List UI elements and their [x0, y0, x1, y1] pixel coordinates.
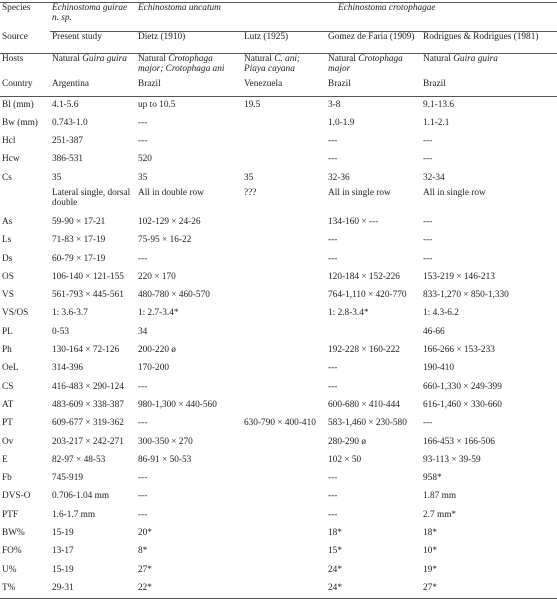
data-cell: 300-350 × 270 — [138, 436, 193, 447]
data-cell — [242, 379, 326, 397]
data-cell: 35 — [138, 172, 148, 183]
source-cell: Rodrigues & Rodrigues (1981) — [421, 32, 557, 54]
data-cell: All in double row — [138, 187, 204, 198]
data-cell: 833-1,270 × 850-1,330 — [423, 290, 509, 301]
data-row — [0, 434, 557, 452]
data-cell: 19* — [423, 564, 437, 575]
data-cell: 630-790 × 400-410 — [244, 418, 316, 429]
data-cell: 0-53 — [52, 326, 70, 337]
country-cell: Brazil — [326, 79, 421, 97]
country-cell: Argentina — [50, 79, 136, 97]
data-row — [0, 214, 557, 232]
source-cell: Dietz (1910) — [136, 32, 242, 54]
data-cell — [242, 488, 326, 506]
data-cell: --- — [138, 381, 148, 392]
row-label: Ov — [2, 436, 14, 447]
row-label: CS — [2, 381, 14, 392]
row-label: BW% — [2, 528, 25, 539]
row-label: PTF — [2, 509, 19, 520]
data-cell: --- — [328, 253, 338, 264]
data-cell — [242, 580, 326, 598]
data-cell — [242, 452, 326, 470]
data-row — [0, 188, 557, 214]
data-cell: 314-396 — [52, 363, 83, 374]
data-row — [0, 488, 557, 506]
data-cell — [242, 562, 326, 580]
source-cell: Present study — [50, 32, 136, 54]
species-label: Species — [0, 3, 50, 32]
data-cell: All in single row — [423, 187, 486, 198]
data-cell: --- — [138, 418, 148, 429]
data-row — [0, 232, 557, 250]
data-row — [0, 360, 557, 378]
data-cell: 32-36 — [328, 172, 350, 183]
comparison-table — [0, 2, 557, 599]
data-cell: 0.743-1.0 — [52, 117, 88, 128]
country-label: Country — [0, 79, 50, 97]
species-crotophagae: Echinostoma crotophagae — [326, 3, 557, 32]
row-label: PT — [2, 418, 13, 429]
data-cell: 22* — [136, 580, 242, 598]
data-cell: 13-17 — [52, 546, 74, 557]
data-cell — [242, 269, 326, 287]
data-cell: 0.706-1.04 mm — [52, 491, 110, 502]
data-cell: 203-217 × 242-271 — [52, 436, 124, 447]
data-cell: 27* — [421, 580, 557, 598]
data-cell: 2.7 mm* — [423, 509, 457, 520]
data-row — [0, 470, 557, 488]
data-cell: 483-609 × 338-387 — [52, 399, 124, 410]
data-row — [0, 251, 557, 269]
data-cell: 386-531 — [52, 154, 83, 165]
data-cell: 59-90 × 17-21 — [52, 216, 106, 227]
data-cell: 609-677 × 319-362 — [52, 418, 124, 429]
data-cell: 8* — [138, 546, 148, 557]
host-species: C. ani; Piaya cayana — [244, 54, 301, 75]
data-row — [0, 543, 557, 561]
data-cell — [242, 525, 326, 543]
source-cell: Gomez de Faria (1909) — [326, 32, 421, 54]
data-row — [0, 287, 557, 305]
data-cell — [242, 397, 326, 415]
data-cell: 4.1-5.6 — [52, 100, 79, 110]
row-label: T% — [0, 580, 50, 598]
data-cell: 980-1,300 × 440-560 — [138, 399, 217, 410]
data-cell: 120-184 × 152-226 — [328, 271, 400, 282]
row-label: Cs — [2, 172, 12, 183]
row-label: VS/OS — [2, 308, 29, 319]
data-cell: 93-113 × 39-59 — [423, 454, 481, 465]
data-cell: --- — [328, 491, 338, 502]
data-cell: 190-410 — [423, 363, 455, 374]
data-cell — [242, 305, 326, 323]
data-cell: 29-31 — [50, 580, 136, 598]
data-cell: 220 × 170 — [138, 271, 176, 282]
data-row — [0, 269, 557, 287]
data-row — [0, 170, 557, 188]
data-cell — [242, 543, 326, 561]
data-cell — [242, 115, 326, 133]
data-cell: --- — [328, 381, 338, 392]
data-cell: 1.0-1.9 — [328, 117, 355, 128]
data-cell: 561-793 × 445-561 — [52, 290, 124, 301]
data-row — [0, 525, 557, 543]
data-cell: 1: 4.3-6.2 — [423, 308, 459, 319]
species-header-row — [0, 3, 557, 32]
data-cell: 19.5 — [244, 100, 261, 110]
data-cell: 18* — [423, 528, 437, 539]
data-cell: 764-1,110 × 420-770 — [328, 290, 407, 301]
species-uncatum: Echinostoma uncatum — [136, 3, 326, 32]
data-row — [0, 151, 557, 169]
host-cell — [136, 54, 242, 80]
host-prefix: Natural — [328, 54, 359, 64]
data-cell: 1.1-2.1 — [423, 117, 450, 128]
source-cell: Lutz (1925) — [242, 32, 326, 54]
data-row — [0, 452, 557, 470]
data-cell: 86-91 × 50-53 — [138, 454, 192, 465]
data-cell: 15* — [328, 546, 342, 557]
row-label: OeL — [2, 363, 19, 374]
data-cell — [242, 342, 326, 360]
data-cell: --- — [328, 473, 338, 484]
data-cell: All in single row — [328, 187, 391, 198]
species-guirae: Echinostoma guirae n. sp. — [50, 3, 136, 32]
data-cell: 3-8 — [328, 100, 341, 110]
data-cell — [242, 232, 326, 250]
source-row — [0, 32, 557, 54]
data-cell: 10* — [423, 546, 437, 557]
row-label: DVS-O — [2, 491, 31, 502]
data-cell: 745-919 — [52, 473, 83, 484]
data-cell: 170-200 — [138, 363, 169, 374]
data-cell: 1: 2.8-3.4* — [328, 308, 369, 319]
row-label: Ds — [2, 253, 13, 264]
data-cell: 660-1,330 × 249-399 — [423, 381, 502, 392]
data-cell: Lateral single, dorsal double — [52, 187, 131, 209]
data-cell — [242, 507, 326, 525]
data-cell — [242, 360, 326, 378]
row-label: OS — [2, 271, 14, 282]
data-row — [0, 415, 557, 433]
row-label: FO% — [2, 546, 22, 557]
data-row — [0, 305, 557, 323]
data-cell: 130-164 × 72-126 — [52, 345, 120, 356]
row-label: Hcw — [2, 154, 20, 165]
data-cell — [242, 151, 326, 169]
data-row — [0, 115, 557, 133]
data-cell: 102 × 50 — [328, 454, 362, 465]
data-cell: 958* — [423, 473, 442, 484]
data-cell: up to 10.5 — [138, 100, 176, 110]
data-cell: 166-453 × 166-506 — [423, 436, 495, 447]
data-cell: 102-129 × 24-26 — [138, 216, 201, 227]
host-cell — [326, 54, 421, 80]
data-cell — [242, 287, 326, 305]
host-species: Crotophaga major — [328, 54, 403, 75]
data-cell: --- — [138, 509, 148, 520]
row-label: AT — [2, 399, 14, 410]
data-cell: 15-19 — [52, 564, 74, 575]
host-cell — [50, 54, 136, 80]
data-row — [0, 397, 557, 415]
data-cell: 46-66 — [423, 326, 445, 337]
country-cell: Brazil — [136, 79, 242, 97]
data-cell — [242, 133, 326, 151]
data-cell: 60-79 × 17-19 — [52, 253, 106, 264]
data-cell: 18* — [328, 528, 342, 539]
data-cell: --- — [423, 136, 433, 147]
hosts-label: Hosts — [2, 54, 24, 64]
data-cell: 27* — [138, 564, 152, 575]
data-cell: 520 — [138, 154, 152, 165]
data-cell: 32-34 — [423, 172, 445, 183]
data-cell: --- — [138, 253, 148, 264]
data-cell: 1.6-1.7 mm — [52, 509, 96, 520]
data-cell: 480-780 × 460-570 — [138, 290, 210, 301]
data-cell — [242, 324, 326, 342]
data-cell: --- — [328, 235, 338, 246]
data-cell: 416-483 × 290-124 — [52, 381, 124, 392]
row-label — [0, 188, 50, 214]
row-label: E — [2, 454, 8, 465]
data-cell: 192-228 × 160-222 — [328, 345, 400, 356]
data-row — [0, 324, 557, 342]
host-prefix: Natural — [52, 54, 83, 64]
data-cell: --- — [328, 363, 338, 374]
host-prefix: Natural — [423, 54, 454, 64]
host-species: Guira guira — [82, 54, 127, 64]
host-cell — [421, 54, 557, 80]
data-cell: 34 — [138, 326, 148, 337]
row-label: U% — [2, 564, 17, 575]
data-cell: 24* — [328, 564, 342, 575]
data-cell: --- — [138, 473, 148, 484]
data-cell: --- — [138, 491, 148, 502]
data-cell: 583-1,460 × 230-580 — [328, 418, 407, 429]
data-row — [0, 580, 557, 598]
data-row — [0, 507, 557, 525]
data-cell: --- — [328, 136, 338, 147]
data-cell: --- — [423, 154, 433, 165]
data-row — [0, 97, 557, 115]
data-cell: 280-290 ø — [328, 436, 366, 447]
data-cell: 153-219 × 146-213 — [423, 271, 495, 282]
data-cell: 75-95 × 16-22 — [138, 235, 192, 246]
data-cell: --- — [423, 418, 433, 429]
data-cell: 200-220 ø — [138, 345, 176, 356]
data-cell: --- — [423, 216, 433, 227]
data-cell — [242, 434, 326, 452]
data-cell: 134-160 × --- — [328, 216, 379, 227]
row-label: VS — [2, 290, 14, 301]
data-cell: 1: 3.6-3.7 — [52, 308, 88, 319]
data-row — [0, 379, 557, 397]
data-cell: 1.87 mm — [423, 491, 457, 502]
data-cell: --- — [423, 253, 433, 264]
data-cell: 616-1,460 × 330-660 — [423, 399, 502, 410]
data-cell: --- — [328, 154, 338, 165]
data-cell: 1: 2.7-3.4* — [138, 308, 179, 319]
data-cell: 9.1-13.6 — [423, 100, 455, 110]
host-species: Guira guira — [453, 54, 498, 64]
data-cell — [242, 214, 326, 232]
row-label: PL — [2, 326, 13, 337]
host-species: Crotophaga major; Crotophaga ani — [138, 54, 225, 75]
host-prefix: Natural — [138, 54, 169, 64]
row-label: As — [2, 216, 13, 227]
row-label: Fb — [2, 473, 12, 484]
data-cell: --- — [138, 117, 148, 128]
row-label: Bw (mm) — [2, 117, 38, 128]
country-cell: Venezuela — [242, 79, 326, 97]
data-cell: --- — [138, 136, 148, 147]
data-cell: 15-19 — [52, 528, 74, 539]
country-row — [0, 79, 557, 97]
data-cell: 35 — [52, 172, 62, 183]
row-label: Hcl — [2, 136, 16, 147]
country-cell: Brazil — [421, 79, 557, 97]
host-prefix: Natural — [244, 54, 275, 64]
data-cell: 71-83 × 17-19 — [52, 235, 106, 246]
row-label: Bl (mm) — [2, 100, 34, 110]
data-cell: ??? — [244, 187, 257, 198]
data-cell: 35 — [244, 172, 254, 183]
source-label: Source — [0, 32, 50, 54]
data-row — [0, 133, 557, 151]
data-row — [0, 342, 557, 360]
data-cell: --- — [328, 509, 338, 520]
data-cell: 82-97 × 48-53 — [52, 454, 106, 465]
data-cell — [242, 251, 326, 269]
row-label: Ph — [2, 345, 12, 356]
row-label: Ls — [2, 235, 12, 246]
hosts-row — [0, 54, 557, 80]
data-cell: 24* — [326, 580, 421, 598]
data-cell: 251-387 — [52, 136, 83, 147]
data-cell — [326, 324, 421, 342]
host-cell — [242, 54, 326, 80]
data-cell: 600-680 × 410-444 — [328, 399, 400, 410]
data-cell: 20* — [138, 528, 152, 539]
data-cell — [242, 470, 326, 488]
data-cell: --- — [423, 235, 433, 246]
data-cell: 106-140 × 121-155 — [52, 271, 124, 282]
data-cell: 166-266 × 153-233 — [423, 345, 495, 356]
data-row — [0, 562, 557, 580]
